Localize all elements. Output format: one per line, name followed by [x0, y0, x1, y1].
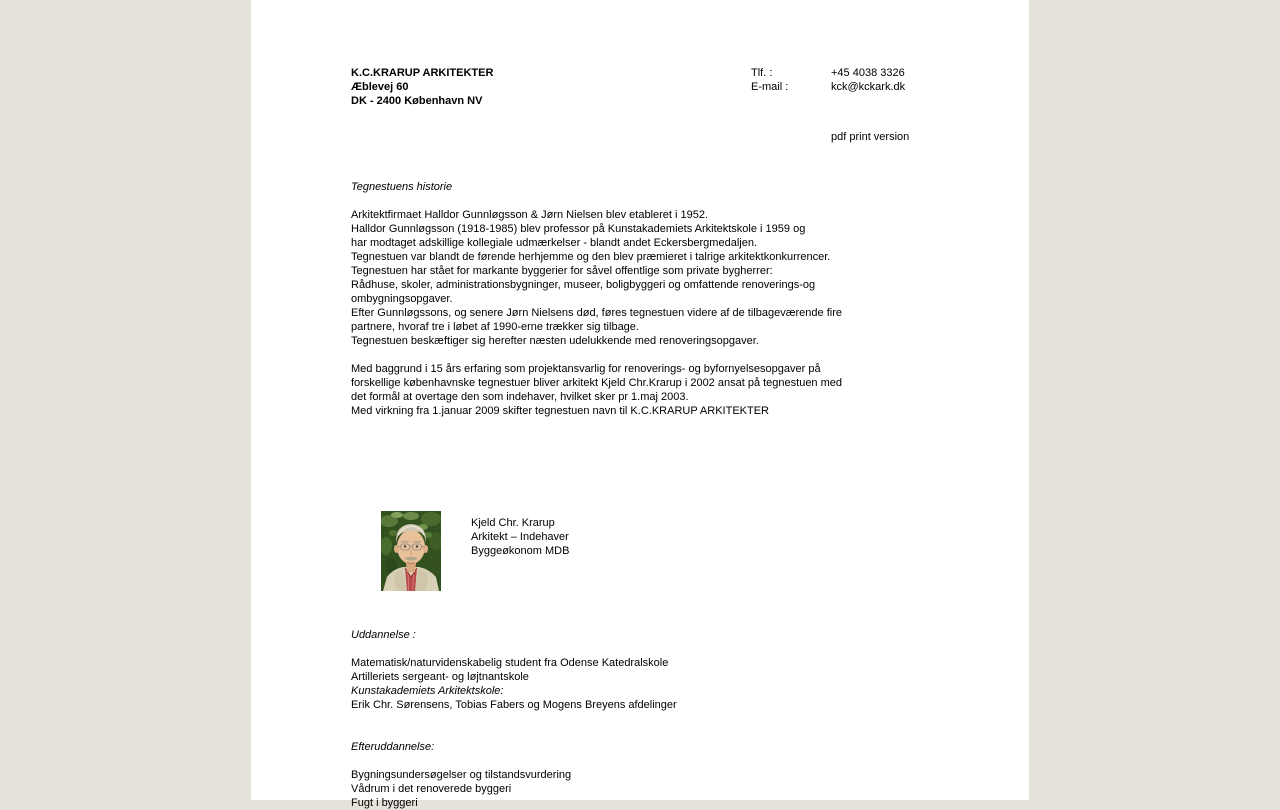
profile-title: Arkitekt – Indehaver — [471, 531, 569, 543]
email-row — [751, 80, 905, 94]
continuing-education-line-cut: Fugt i byggeri — [351, 797, 418, 809]
history-p1-line: Arkitektfirmaet Halldor Gunnløgsson & Jørn Nielsen blev etableret i 1952. — [351, 209, 709, 221]
content-area — [251, 0, 1029, 809]
continuing-education-line: Bygningsundersøgelser og tilstandsvurdering — [351, 769, 572, 781]
continuing-education-heading: Efteruddannelse: — [351, 741, 435, 753]
history-p1-line: Tegnestuen har stået for markante byggerier for såvel offentlige som private bygherrer: — [351, 265, 773, 277]
history-paragraph-2 — [351, 362, 842, 418]
history-p1-line: Efter Gunnløgssons, og senere Jørn Nielsens død, føres tegnestuen videre af de tilbageværende fire — [351, 307, 842, 319]
portrait-photo-graphic — [381, 511, 441, 591]
history-p1-line: Halldor Gunnløgsson (1918-1985) blev professor på Kunstakademiets Arkitektskole i 1959 og — [351, 223, 806, 235]
pdf-print-version-link[interactable]: pdf print version — [831, 131, 910, 143]
phone-value: +45 4038 3326 — [831, 67, 905, 79]
email-value: kck@kckark.dk — [831, 81, 906, 93]
portrait-photo — [381, 511, 441, 591]
history-p1-line: har modtaget adskillige kollegiale udmærkelser - blandt andet Eckersbergmedaljen. — [351, 237, 757, 249]
history-p1-line: Tegnestuen var blandt de førende herhjemme og den blev præmieret i talrige arkitektkonkurrencer. — [351, 251, 831, 263]
history-p2-line: Med baggrund i 15 års erfaring som projektansvarlig for renoverings- og byfornyelsesopgaver på — [351, 363, 821, 375]
history-p1-line: ombygningsopgaver. — [351, 293, 453, 305]
company-name: K.C.KRARUP ARKITEKTER — [351, 67, 494, 79]
company-address-block — [351, 66, 493, 108]
contact-block — [751, 66, 905, 94]
phone-row — [751, 66, 905, 80]
education-line: Erik Chr. Sørensens, Tobias Fabers og Mogens Breyens afdelinger — [351, 699, 677, 711]
history-p1-line: Tegnestuen beskæftiger sig herefter næsten udelukkende med renoveringsopgaver. — [351, 335, 759, 347]
history-p2-line: det formål at overtage den som indehaver, hvilket sker pr 1.maj 2003. — [351, 391, 689, 403]
profile-text-block — [471, 516, 569, 558]
address-line-1: Æblevej 60 — [351, 81, 409, 93]
history-p2-line: forskellige københavnske tegnestuer bliver arkitekt Kjeld Chr.Krarup i 2002 ansat på tegnestuen med — [351, 377, 843, 389]
history-p1-line: partnere, hvoraf tre i løbet af 1990-erne trækker sig tilbage. — [351, 321, 639, 333]
education-heading: Uddannelse : — [351, 629, 416, 641]
address-line-2: DK - 2400 København NV — [351, 95, 483, 107]
profile-credential: Byggeøkonom MDB — [471, 545, 570, 557]
education-list — [351, 656, 677, 712]
continuing-education-line: Vådrum i det renoverede byggeri — [351, 783, 512, 795]
history-paragraph-1 — [351, 208, 842, 348]
education-line: Matematisk/naturvidenskabelig student fra Odense Katedralskole — [351, 657, 669, 669]
continuing-education-list — [351, 768, 571, 810]
education-line: Artilleriets sergeant- og løjtnantskole — [351, 671, 529, 683]
education-line-school: Kunstakademiets Arkitektskole: — [351, 685, 504, 697]
history-p2-line: Med virkning fra 1.januar 2009 skifter tegnestuen navn til K.C.KRARUP ARKITEKTER — [351, 405, 769, 417]
history-heading: Tegnestuens historie — [351, 181, 453, 193]
email-label: E-mail : — [751, 81, 789, 93]
history-p1-line: Rådhuse, skoler, administrationsbygninger, museer, boligbyggeri og omfattende renoverings-og — [351, 279, 816, 291]
phone-label: Tlf. : — [751, 67, 773, 79]
profile-name: Kjeld Chr. Krarup — [471, 517, 555, 529]
